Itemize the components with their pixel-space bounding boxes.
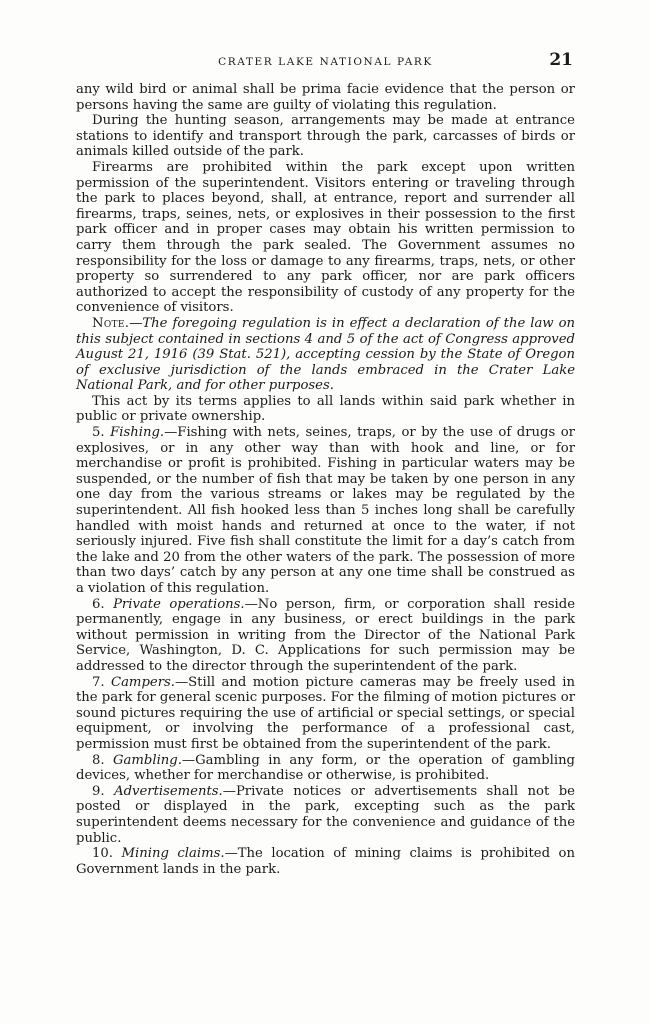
paragraph-hunting-season: During the hunting season, arrangements may be made at entrance stations to identify and transport through the park, carcasses of birds or animals killed outside of the park. bbox=[76, 113, 575, 160]
rule-title: Mining claims. bbox=[121, 846, 225, 862]
running-head: CRATER LAKE NATIONAL PARK bbox=[218, 56, 433, 68]
rule-text: —Gambling in any form, or the operation of gambling devices, whether for merchandise or otherwise, is prohibited. bbox=[76, 752, 576, 784]
rule-campers bbox=[76, 675, 575, 753]
rule-number: 7. bbox=[92, 674, 105, 690]
rule-mining-claims bbox=[76, 846, 575, 877]
rule-text: —Private notices or advertisements shall not be posted or displayed in the park, excepting such as the park superintendent deems necessary for the convenience and guidance of the public. bbox=[76, 783, 575, 846]
rule-title: Fishing. bbox=[110, 425, 165, 441]
rule-advertisements bbox=[76, 784, 575, 846]
rule-text: —Fishing with nets, seines, traps, or by the use of drugs or explosives, or in any other way than with hook and line, or for merchandise or profit is prohibited. Fishing in particular waters may be suspended, or the number of fish that may be taken by one person in any one day from the various streams or lakes may be regulated by the superintendent. All fish hooked less than 5 inches long shall be carefully handled with moist hands and returned at once to the water, if not seriously injured. Five fish shall constitute the limit for a day’s catch from the lake and 20 from the other waters of the park. The possession of more than two days’ catch by any person at any one time shall be construed as a violation of this regulation. bbox=[76, 425, 575, 596]
rule-gambling bbox=[76, 753, 575, 784]
note-text: —The foregoing regulation is in effect a declaration of the law on this subject contained in sections 4 and 5 of the act of Congress approved August 21, 1916 (39 Stat. 521), accepting cession by the State of Oregon of exclusive jurisdiction of the lands embraced in the Crater Lake National Park, and for other purposes. bbox=[76, 315, 575, 394]
rule-title: Gambling. bbox=[113, 752, 182, 768]
paragraph-act-applies: This act by its terms applies to all lands within said park whether in public or private ownership. bbox=[76, 393, 575, 425]
rule-number: 8. bbox=[92, 752, 105, 768]
page-header bbox=[76, 50, 575, 72]
body-text bbox=[76, 82, 575, 877]
rule-number: 6. bbox=[92, 596, 105, 612]
paragraph-continuation: any wild bird or animal shall be prima facie evidence that the person or persons having the same are guilty of violating this regulation. bbox=[76, 82, 575, 113]
rule-number: 9. bbox=[92, 783, 105, 799]
rule-text: —No person, firm, or corporation shall reside permanently, engage in any business, or erect buildings in the park without permission in writing from the Director of the National Park Service, Washington, D. C. Applications for such permission may be addressed to the director through the superintendent of the park. bbox=[76, 596, 576, 674]
rule-number: 5. bbox=[92, 425, 105, 441]
rule-private-operations bbox=[76, 597, 575, 675]
rule-title: Private operations. bbox=[113, 596, 245, 612]
page-number: 21 bbox=[549, 50, 573, 70]
rule-number: 10. bbox=[92, 846, 113, 862]
rule-text: —The location of mining claims is prohibited on Government lands in the park. bbox=[76, 846, 575, 877]
note-paragraph bbox=[76, 316, 575, 394]
rule-title: Campers. bbox=[110, 674, 175, 690]
rule-fishing bbox=[76, 425, 575, 597]
note-label: Note. bbox=[92, 315, 130, 331]
rule-text: —Still and motion picture cameras may be freely used in the park for general scenic purposes. For the filming of motion pictures or sound pictures requiring the use of artificial or special settings, or special equipment, or involving the performance of a professional cast, permission must first be obtained from the superintendent of the park. bbox=[76, 674, 575, 752]
paragraph-firearms: Firearms are prohibited within the park except upon written permission of the superintendent. Visitors entering or traveling through the park to places beyond, shall, at entrance, report and surrender all firearms, traps, seines, nets, or explosives in their possession to the first park officer and in proper cases may obtain his written permission to carry them through the park sealed. The Government assumes no responsibility for the loss or damage to any firearms, traps, nets, or other property so surrendered to any park officer, nor are park officers authorized to accept the responsibility of custody of any property for the convenience of visitors. bbox=[76, 159, 575, 316]
rule-title: Advertisements. bbox=[114, 783, 223, 799]
